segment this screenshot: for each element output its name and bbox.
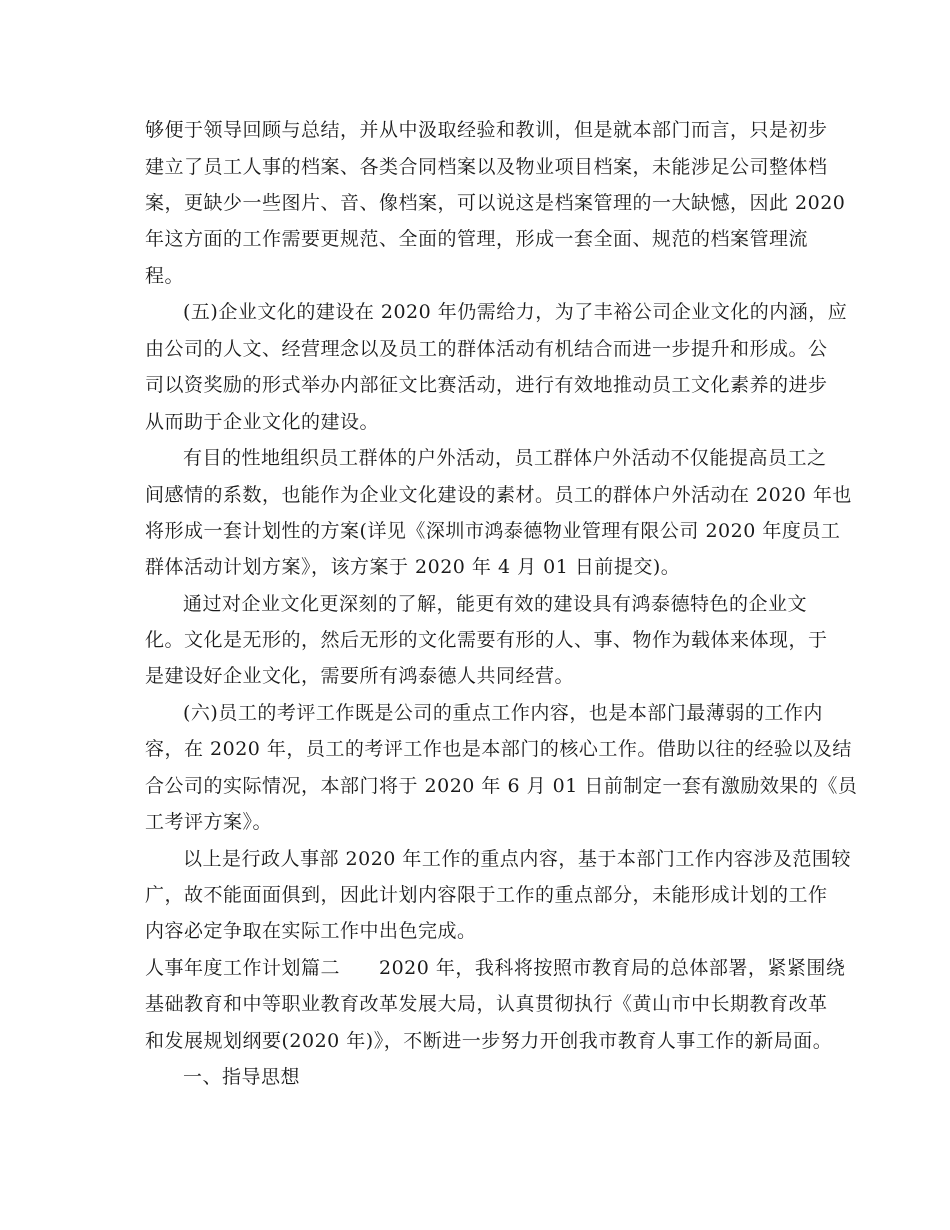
text-line: 工考评方案》。 bbox=[145, 811, 273, 833]
text-line: 将形成一套计划性的方案(详见《深圳市鸿泰德物业管理有限公司 2020 年度员工 bbox=[145, 520, 841, 542]
text-line: 是建设好企业文化，需要所有鸿泰德人共同经营。 bbox=[145, 665, 575, 687]
text-line: 从而助于企业文化的建设。 bbox=[145, 411, 380, 433]
section-heading-line: 人事年度工作计划篇二 2020 年，我科将按照市教育局的总体部署，紧紧围绕 bbox=[145, 957, 846, 979]
text-line: 广，故不能面面俱到，因此计划内容限于工作的重点部分，未能形成计划的工作 bbox=[145, 884, 828, 906]
paragraph-start-line: 以上是行政人事部 2020 年工作的重点内容，基于本部门工作内容涉及范围较 bbox=[183, 848, 851, 870]
text-line: 群体活动计划方案》，该方案于 2020 年 4 月 01 日前提交)。 bbox=[145, 556, 681, 578]
subheading-line: 一、指导思想 bbox=[183, 1066, 301, 1088]
text-line: 基础教育和中等职业教育改革发展大局，认真贯彻执行《黄山市中长期教育改革 bbox=[145, 993, 828, 1015]
text-line: 容，在 2020 年，员工的考评工作也是本部门的核心工作。借助以往的经验以及结 bbox=[145, 738, 852, 760]
text-line: 案，更缺少一些图片、音、像档案，可以说这是档案管理的一大缺憾，因此 2020 bbox=[145, 192, 846, 214]
paragraph-start-line: (五)企业文化的建设在 2020 年仍需给力，为了丰裕公司企业文化的内涵，应 bbox=[183, 301, 848, 323]
text-line: 由公司的人文、经营理念以及员工的群体活动有机结合而进一步提升和形成。公 bbox=[145, 338, 828, 360]
text-line: 司以资奖励的形式举办内部征文比赛活动，进行有效地推动员工文化素养的进步 bbox=[145, 374, 828, 396]
text-line: 程。 bbox=[145, 265, 185, 287]
paragraph-start-line: (六)员工的考评工作既是公司的重点工作内容，也是本部门最薄弱的工作内 bbox=[183, 702, 823, 724]
text-line: 化。文化是无形的，然后无形的文化需要有形的人、事、物作为载体来体现，于 bbox=[145, 629, 828, 651]
text-line: 和发展规划纲要(2020 年)》，不断进一步努力开创我市教育人事工作的新局面。 bbox=[145, 1030, 833, 1052]
text-line: 间感情的系数，也能作为企业文化建设的素材。员工的群体户外活动在 2020 年也 bbox=[145, 484, 852, 506]
text-line: 年这方面的工作需要更规范、全面的管理，形成一套全面、规范的档案管理流 bbox=[145, 228, 809, 250]
paragraph-start-line: 有目的性地组织员工群体的户外活动，员工群体户外活动不仅能提高员工之 bbox=[183, 447, 827, 469]
text-line: 建立了员工人事的档案、各类合同档案以及物业项目档案，未能涉足公司整体档 bbox=[145, 156, 828, 178]
paragraph-start-line: 通过对企业文化更深刻的了解，能更有效的建设具有鸿泰德特色的企业文 bbox=[183, 593, 808, 615]
text-line: 内容必定争取在实际工作中出色完成。 bbox=[145, 920, 477, 942]
text-line: 合公司的实际情况，本部门将于 2020 年 6 月 01 日前制定一套有激励效果的《员 bbox=[145, 775, 858, 797]
text-line: 够便于领导回顾与总结，并从中汲取经验和教训，但是就本部门而言，只是初步 bbox=[145, 119, 828, 141]
